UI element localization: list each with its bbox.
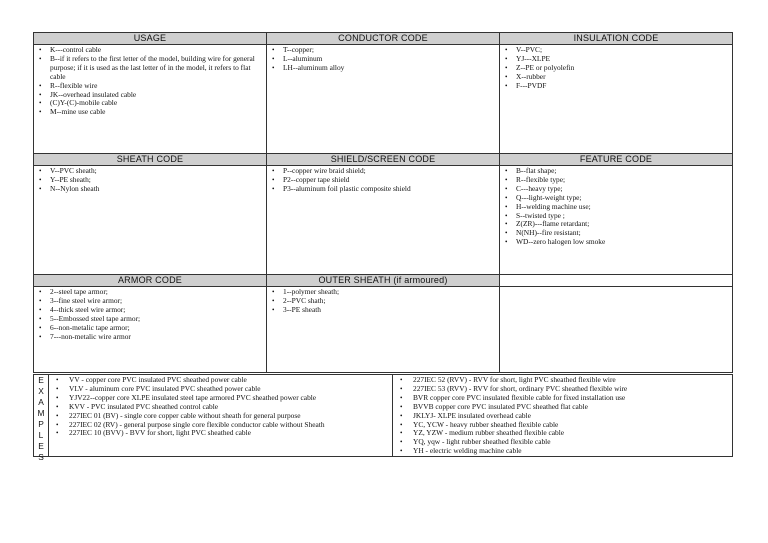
list-item: • VLV - aluminum core PVC insulated PVC sheathed power cable (69, 385, 392, 394)
list-item: • 2--PVC shath; (283, 297, 499, 306)
list-item: • (C)Y-(C)-mobile cable (50, 99, 266, 108)
code-list (34, 167, 266, 194)
list-item: • YC, YCW - heavy rubber sheathed flexible cable (413, 421, 732, 430)
list-item: • YQ, yqw - light rubber sheathed flexible cable (413, 438, 732, 447)
code-list (34, 46, 266, 117)
insulation-code-panel (500, 33, 733, 154)
outer-sheath-panel (267, 275, 500, 373)
examples-right-column (393, 375, 733, 457)
list-item: • 2--steel tape armor; (50, 288, 266, 297)
cable-code-sheet (33, 32, 733, 462)
sheath-code-panel (34, 154, 267, 275)
list-item: • Q---light-weight type; (516, 194, 732, 203)
example-list (49, 376, 392, 438)
section-title: SHIELD/SCREEN CODE (267, 154, 499, 166)
list-item: • Y--PE sheath; (50, 176, 266, 185)
list-item: • YJ---XLPE (516, 55, 732, 64)
list-item: • 3--fine steel wire armor; (50, 297, 266, 306)
list-item: • S--twisted type ; (516, 212, 732, 221)
list-item: • B--flat shape; (516, 167, 732, 176)
shield-code-panel (267, 154, 500, 275)
list-item: • M--mine use cable (50, 108, 266, 117)
list-item: • P--copper wire braid shield; (283, 167, 499, 176)
code-list (267, 288, 499, 315)
list-item: • B--if it refers to the first letter of the model, building wire for general purpose; if it is used as the last letter of in the model, it refers to flat cable (50, 55, 266, 82)
list-item: • 7---non-metalic wire armor (50, 333, 266, 342)
list-item: • JK--overhead insulated cable (50, 91, 266, 100)
examples-side-label (34, 375, 49, 462)
list-item: • N--Nylon sheath (50, 185, 266, 194)
list-item: • 227IEC 02 (RV) - general purpose single core flexible conductor cable without Sheath (69, 421, 392, 430)
examples-left-column (49, 375, 393, 457)
list-item: • 5--Embossed steel tape armor; (50, 315, 266, 324)
list-item: • LH--aluminum alloy (283, 64, 499, 73)
list-item: • 4--thick steel wire armor; (50, 306, 266, 315)
list-item: • P2--copper tape shield (283, 176, 499, 185)
usage-panel (34, 33, 267, 154)
list-item: • VV - copper core PVC insulated PVC sheathed power cable (69, 376, 392, 385)
side-letter: M (37, 408, 45, 418)
list-item: • JKLYJ- XLPE insulated overhead cable (413, 412, 732, 421)
list-item: • YJV22--copper core XLPE insulated steel tape armored PVC sheathed power cable (69, 394, 392, 403)
list-item: • 3--PE sheath (283, 306, 499, 315)
side-letter: P (38, 419, 44, 429)
list-item: • YH - electric welding machine cable (413, 447, 732, 456)
conductor-code-panel (267, 33, 500, 154)
side-letter: E (38, 441, 44, 451)
list-item: • T--copper; (283, 46, 499, 55)
section-title: SHEATH CODE (34, 154, 266, 166)
example-list (393, 376, 732, 456)
side-letter: E (38, 375, 44, 385)
list-item: • R--flexible wire (50, 82, 266, 91)
list-item: • C---heavy type; (516, 185, 732, 194)
side-letter: A (38, 397, 44, 407)
list-item: • K---control cable (50, 46, 266, 55)
list-item: • Z--PE or polyolefin (516, 64, 732, 73)
empty-panel (500, 275, 733, 373)
feature-code-panel (500, 154, 733, 275)
list-item: • WD--zero halogen low smoke (516, 238, 732, 247)
list-item: • KVV - PVC insulated PVC sheathed control cable (69, 403, 392, 412)
list-item: • X--rubber (516, 73, 732, 82)
code-list (34, 288, 266, 341)
list-item: • V--PVC sheath; (50, 167, 266, 176)
list-item: • N(NH)--fire resistant; (516, 229, 732, 238)
list-item: • R--flexible type; (516, 176, 732, 185)
list-item: • 6--non-metalic tape armor; (50, 324, 266, 333)
list-item: • BVVB copper core PVC insulated PVC sheathed flat cable (413, 403, 732, 412)
list-item: • 1--polymer sheath; (283, 288, 499, 297)
section-title: INSULATION CODE (500, 33, 732, 45)
list-item: • V--PVC; (516, 46, 732, 55)
code-list (267, 167, 499, 194)
section-title: CONDUCTOR CODE (267, 33, 499, 45)
list-item: • 227IEC 10 (BVV) - BVV for short, light PVC sheathed cable (69, 429, 392, 438)
examples-table (33, 374, 733, 462)
section-title: USAGE (34, 33, 266, 45)
armor-code-panel (34, 275, 267, 373)
section-title: OUTER SHEATH (if armoured) (267, 275, 499, 287)
code-list (500, 167, 732, 247)
side-letter: X (38, 386, 44, 396)
list-item: • P3--aluminum foil plastic composite shield (283, 185, 499, 194)
section-title: FEATURE CODE (500, 154, 732, 166)
list-item: • H--welding machine use; (516, 203, 732, 212)
list-item: • YZ, YZW - medium rubber sheathed flexible cable (413, 429, 732, 438)
section-title: ARMOR CODE (34, 275, 266, 287)
list-item: • BVR copper core PVC insulated flexible cable for fixed installation use (413, 394, 732, 403)
list-item: • Z(ZR)---flame retardant; (516, 220, 732, 229)
code-list (500, 46, 732, 91)
list-item: • F---PVDF (516, 82, 732, 91)
code-grid (33, 32, 733, 373)
list-item: • 227IEC 53 (RVV) - RVV for short, ordinary PVC sheathed flexible wire (413, 385, 732, 394)
list-item: • 227IEC 01 (BV) - single core copper cable without sheath for general purpose (69, 412, 392, 421)
side-letter: S (38, 452, 44, 462)
list-item: • 227IEC 52 (RVV) - RVV for short, light PVC sheathed flexible wire (413, 376, 732, 385)
list-item: • L--aluminum (283, 55, 499, 64)
section-title (500, 275, 732, 287)
code-list (267, 46, 499, 73)
side-letter: L (38, 430, 44, 440)
